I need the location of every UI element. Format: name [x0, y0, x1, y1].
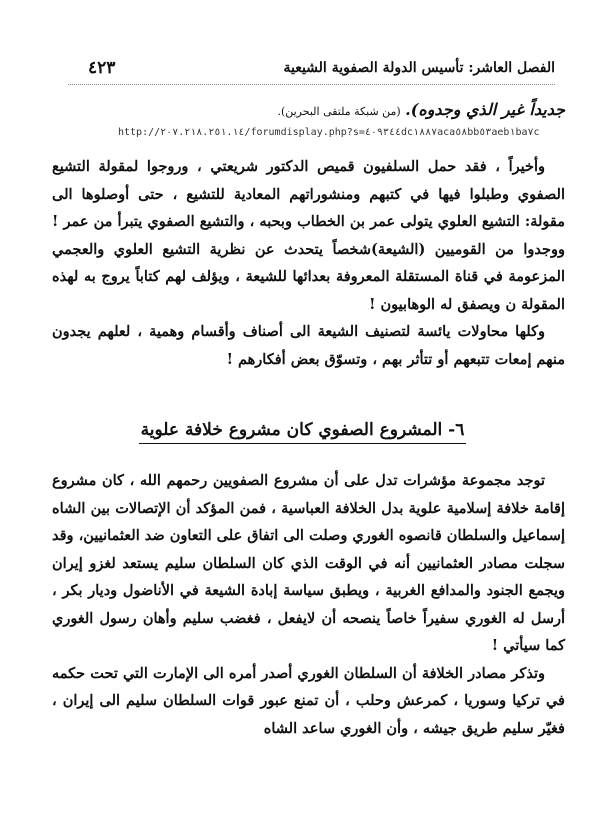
body-block-1: [52, 153, 565, 373]
paragraph: توجد مجموعة مؤشرات تدل على أن مشروع الصفويين رحمهم الله ، كان مشروع إقامة خلافة إسلامية علوية بدل الخلافة العباسية ، فمن المؤكد أن الإتصالات بين الشاه إسماعيل والسلطان قانصوه الغوري وصلت الى اتفاق على التعاون ضد العثمانيين، وقد سجلت مصادر العثمانيين أنه في الوقت الذي كان السلطان سليم يستعد لغزو إيران ويجمع الجنود والمدافع الغربية ، ويطبق سياسة إبادة الشيعة في الأناضول وديار بكر ، أرسل له الغوري سفيراً خاصاً ينصحه أن لايفعل ، فغضب سليم وأهان رسول الغوري كما سيأتي !: [52, 472, 565, 654]
paragraph: وكلها محاولات يائسة لتصنيف الشيعة الى أصناف وأقسام وهمية ، لعلهم يجدون منهم إمعات تتبعهم أو تتأثر بهم ، وتسوّق بعض أفكارهم !: [52, 323, 565, 368]
source-url: http://٢٠٧.٢١٨.٢٥١.١٤/forumdisplay.php?s=٤٠٩٣٤٤dc١٨٨٧aca٥٨bb٥٣aeb١ba٧c: [118, 127, 540, 138]
chapter-title: الفصل العاشر: تأسيس الدولة الصفوية الشيعية: [283, 60, 555, 76]
source-attribution: (من شبكة ملتقى البحرين).: [277, 105, 401, 118]
body-block-2: [52, 467, 565, 742]
source-line: [277, 100, 565, 119]
section-heading: [0, 420, 605, 440]
paragraph: وتذكر مصادر الخلافة أن السلطان الغوري أصدر أمره الى الإمارت التي تحت حكمه في تركيا وسوريا ، كمرعش وحلب ، أن تمنع عبور قوات السلطان سليم الى إيران ، فغيّر سليم طريق جيشه ، وأن الغوري ساعد الشاه: [52, 664, 565, 737]
source-quote: جديداً غير الذي وجدوه).: [405, 100, 565, 119]
paragraph: وأخيراً ، فقد حمل السلفيون قميص الدكتور شريعتي ، وروجوا لمقولة التشيع الصفوي وطبلوا فيها في كتبهم ومنشوراتهم المعادية للتشيع ، حتى أوصلوها الى مقولة: التشيع العلوي يتولى عمر بن الخطاب وبحبه ، والتشيع الصفوي يتبرأ من عمر ! ووجدوا من القوميين (الشيعة)شخصاً يتحدث عن نظرية التشيع العلوي والعجمي المزعومة في قناة المستقلة المعروفة بعدائها للشيعة ، ويؤلف لهم كتاباً يروج به لهذه المقولة ن ويصفق له الوهابيون !: [52, 158, 565, 313]
section-heading-text: ٦- المشروع الصفوي كان مشروع خلافة علوية: [139, 420, 467, 444]
page-number: ٤٢٣: [88, 58, 116, 78]
running-header: [68, 58, 555, 85]
